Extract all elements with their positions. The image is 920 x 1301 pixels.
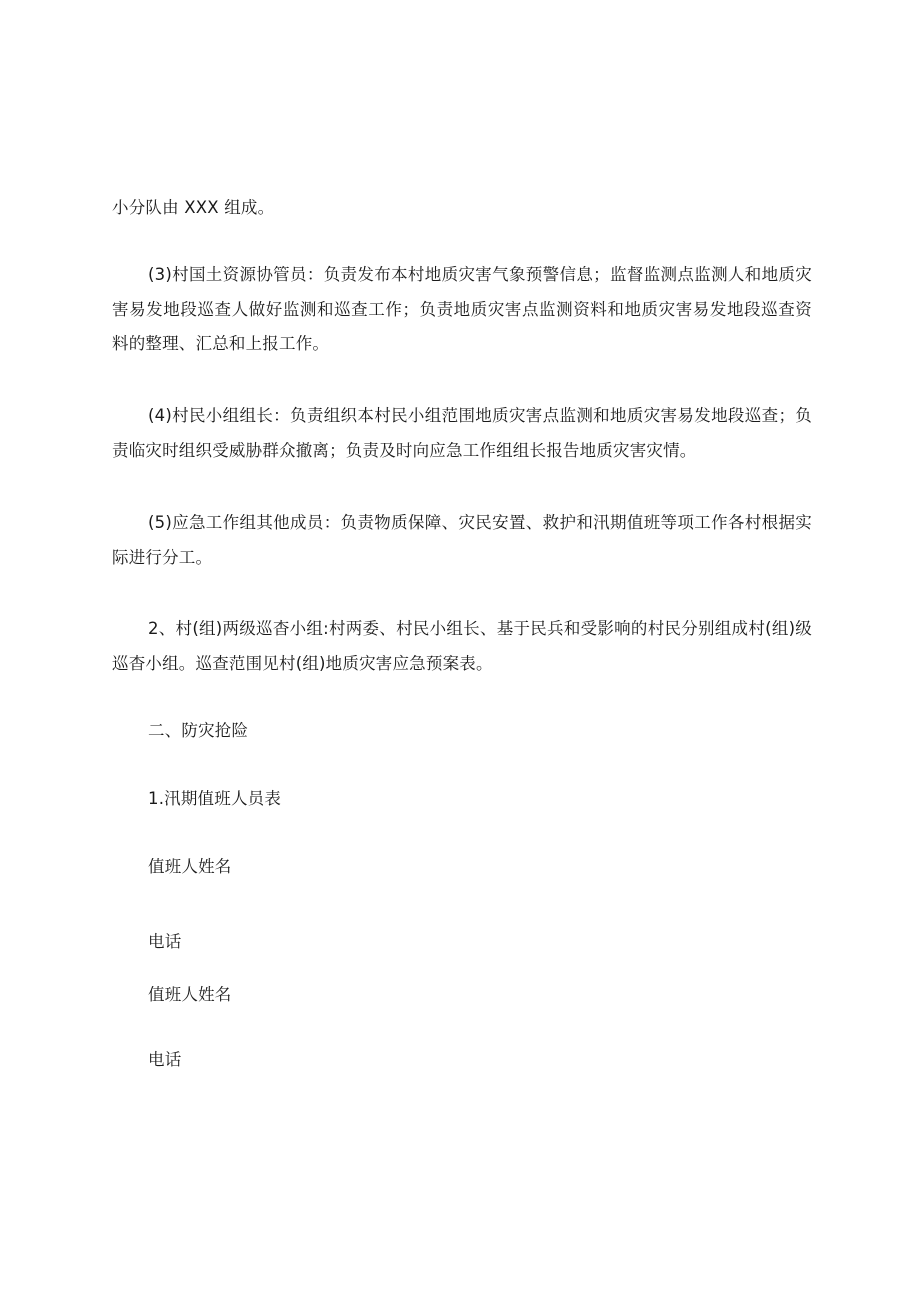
continuation-line: 小分队由 XXX 组成。 [112, 198, 275, 217]
duty-phone-label-1: 电话 [148, 932, 182, 951]
paragraph-patrol-group: 2、村(组)两级巡杳小组:村两委、村民小组长、基于民兵和受影响的村民分别组成村(组)级巡杳小组。巡查范围见村(组)地质灾害应急预案表。 [112, 619, 812, 673]
paragraph-item-4: (4)村民小组组长：负责组织本村民小组范围地质灾害点监测和地质灾害易发地段巡查；负责临灾时组织受威胁群众撤离；负责及时向应急工作组组长报告地质灾害灾情。 [112, 406, 812, 460]
duty-phone-label-2: 电话 [148, 1050, 182, 1069]
paragraph-item-3: (3)村国土资源协管员：负责发布本村地质灾害气象预警信息；监督监测点监测人和地质灾害易发地段巡查人做好监测和巡查工作；负责地质灾害点监测资料和地质灾害易发地段巡查资料的整理、汇总和上报工作。 [112, 265, 812, 353]
duty-name-label-2: 值班人姓名 [148, 985, 232, 1004]
duty-name-label-1: 值班人姓名 [148, 857, 232, 876]
paragraph-item-5: (5)应急工作组其他成员：负责物质保障、灾民安置、救护和汛期值班等项工作各村根据实际进行分工。 [112, 513, 812, 567]
section-heading: 二、防灾抢险 [148, 721, 249, 740]
subsection-heading: 1.汛期值班人员表 [148, 789, 282, 808]
